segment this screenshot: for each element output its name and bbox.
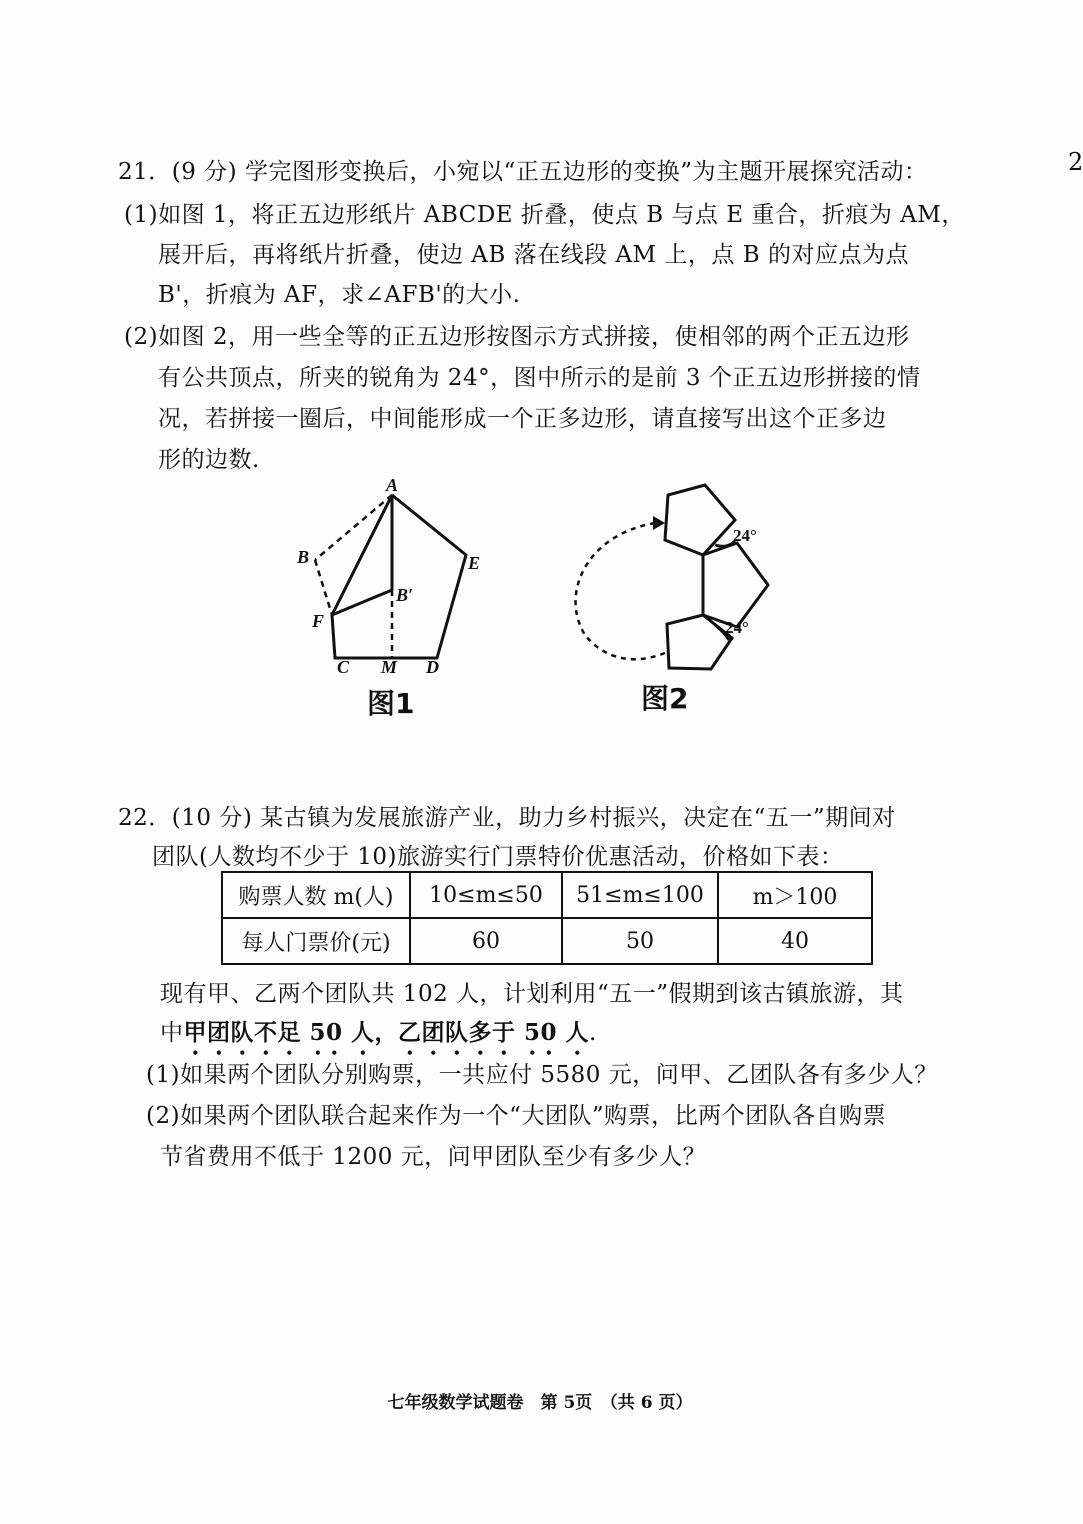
cut-off-page-number: 2 [1068, 148, 1083, 176]
q22-line2: 团队(人数均不少于 10)旅游实行门票特价优惠活动，价格如下表： [152, 844, 844, 870]
q22-body-line1: 现有甲、乙两个团队共 102 人，计划利用“五一”假期到该古镇旅游，其 [160, 981, 904, 1007]
q21-header: 21．(9 分) 学完图形变换后，小宛以“正五边形的变换”为主题开展探究活动： [118, 159, 928, 185]
arrowhead [653, 516, 665, 530]
figure-2-pentagon-tiling [565, 475, 805, 725]
table-cell-price: 40 [718, 918, 872, 964]
page-footer: 七年级数学试题卷 第 5页 （共 6 页） [387, 1393, 693, 1413]
q21-part1-line2: 展开后，再将纸片折叠，使边 AB 落在线段 AM 上，点 B 的对应点为点 [158, 242, 909, 268]
q22-body-line2 [160, 1014, 597, 1060]
q22-part2-line2: 节省费用不低于 1200 元，问甲团队至少有多少人？ [160, 1144, 707, 1170]
label-f: F [312, 611, 325, 631]
dashed-bf [315, 560, 332, 615]
table-row [222, 872, 872, 918]
label-a: A [386, 475, 399, 495]
table-cell-price: 50 [562, 918, 718, 964]
q22-part1: (1)如果两个团队分别购票，一共应付 5580 元，问甲、乙团队各有多少人？ [146, 1062, 938, 1088]
q22-part2-line1: (2)如果两个团队联合起来作为一个“大团队”购票，比两个团队各自购票 [146, 1103, 887, 1129]
q21-part1-line1: (1)如图 1，将正五边形纸片 ABCDE 折叠，使点 B 与点 E 重合，折痕为 AM， [124, 202, 965, 228]
table-row-label: 购票人数 m(人) [222, 872, 410, 918]
figure-1-pentagon-fold [285, 475, 505, 725]
fold-line-af [332, 495, 392, 615]
figure-1-caption: 图1 [367, 687, 415, 720]
table-row [222, 918, 872, 964]
q21-part2-line4: 形的边数. [158, 447, 260, 473]
table-cell-price: 60 [410, 918, 562, 964]
price-table [221, 871, 873, 965]
q22-emphasized-condition: 甲团队不足 50 人，乙团队多于 50 人 [183, 1019, 590, 1046]
label-d: D [426, 657, 439, 677]
q22-header: 22．(10 分) 某古镇为发展旅游产业，助力乡村振兴，决定在“五一”期间对 [118, 805, 896, 831]
q22-body-line2-start: 中 [160, 1020, 184, 1046]
table-cell-range: 10≤m≤50 [410, 872, 562, 918]
label-b: B [297, 547, 310, 567]
table-cell-range: 51≤m≤100 [562, 872, 718, 918]
label-m: M [381, 657, 398, 677]
table-cell-range: m＞100 [718, 872, 872, 918]
figure-2-caption: 图2 [641, 682, 689, 715]
q21-part1-line3: B'，折痕为 AF，求∠AFB'的大小. [158, 282, 521, 308]
rotation-arrow-arc [576, 523, 665, 659]
q21-part2-line1: (2)如图 2，用一些全等的正五边形按图示方式拼接，使相邻的两个正五边形 [124, 324, 910, 350]
angle-label-bottom: 24° [725, 618, 749, 637]
q21-part2-line2: 有公共顶点，所夹的锐角为 24°，图中所示的是前 3 个正五边形拼接的情 [158, 365, 921, 391]
top-pentagon [665, 485, 735, 555]
q21-part2-line3: 况，若拼接一圈后，中间能形成一个正多边形，请直接写出这个正多边 [158, 406, 887, 432]
table-row-label: 每人门票价(元) [222, 918, 410, 964]
q22-body-line2-end: . [589, 1020, 597, 1046]
label-c: C [337, 657, 350, 677]
label-e: E [468, 553, 481, 573]
dashed-ab [315, 495, 392, 560]
angle-label-top: 24° [733, 526, 757, 545]
middle-pentagon [703, 543, 768, 627]
label-b-prime: B′ [396, 585, 414, 605]
